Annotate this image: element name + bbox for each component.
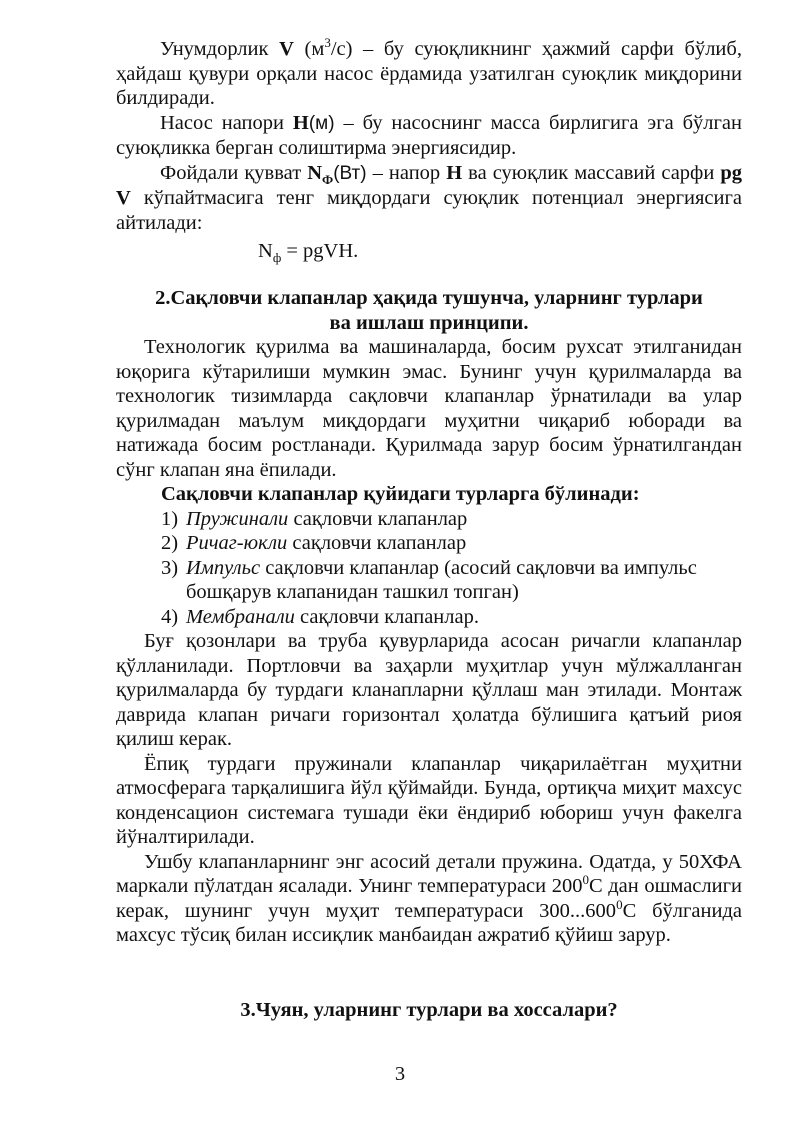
top-text-block	[116, 37, 742, 268]
section-2-intro: Технологик қурилма ва машиналарда, босим рухсат этилганидан юқорига кўтарилиши мумкин эмас. Бунинг учун қурилмаларда ва технологик тизимларда сақловчи клапанлар ўрнатилади ва улар қурилмадан маълум миқдордаги муҳитни чиқариб юборади ва натижада босим ростланади. Қурилмада зарур босим ўрнатилгандан сўнг клапан яна ёпилади.	[116, 336, 742, 481]
list-item: 3) Импульс сақловчи клапанлар (асосий сақловчи ва импульс бошқарув клапанидан ташкил топган)	[161, 556, 697, 603]
spring-valves-paragraph: Ёпиқ турдаги пружинали клапанлар чиқарилаётган муҳитни атмосферага тарқалишига йўл қўймайди. Бунда, ортиқча миҳит махсус конденсацион системага тушади ёки ёндириб юбориш учун факелга йўналтирилади.	[116, 752, 742, 848]
section-2-heading: 2.Сақловчи клапанлар ҳақида тушунча, уларнинг турлари ва ишлаш принципи.	[155, 287, 703, 334]
lever-valves-paragraph: Буғ қозонлари ва труба қувурларида асосан ричагли клапанлар қўлланилади. Портловчи ва заҳарли муҳитлар учун мўлжалланган қурилмаларда бу турдаги кланапларни қўллаш ман этилади. Монтаж даврида клапан ричаги горизонтал ҳолатда бўлишига қатъий риоя қилиш керак.	[116, 630, 742, 750]
power-paragraph: Фойдали қувват $N_Ф(Вт)$ – напор H ва суюқлик массавий сарфи pg V кўпайтмасига тенг миқдордаги суюқлик потенциал энергиясига айтилади:	[116, 161, 742, 234]
head-paragraph: Насос напори H(м) – бу насоснинг масса бирлигига эга бўлган суюқликка берган солиштирма энергиясидир.	[116, 111, 742, 159]
list-item: 1) Пружинали сақловчи клапанлар	[161, 507, 468, 530]
productivity-paragraph: Унумдорлик V $(м^3/с)$ – бу суюқликнинг ҳажмий сарфи бўлиб, ҳайдаш қувури орқали насос ёрдамида узатилган суюқлик миқдорини билдиради.	[116, 35, 742, 109]
list-item: 2) Ричаг-юкли сақловчи клапанлар	[161, 532, 467, 554]
valve-types-list	[116, 507, 742, 630]
spring-detail-paragraph: Ушбу клапанларнинг энг асосий детали пружина. Одатда, у 50ХФА маркали пўлатдан ясалади. Унинг температураси $200^0С$ дан ошмаслиги керак, шунинг учун муҳит температураси 300...600$^0$С бўлганида махсус тўсиқ билан иссиқлик манбаидан ажратиб қўйиш зарур.	[116, 850, 743, 946]
power-formula: $N_ф$ = pgVH.	[258, 240, 359, 265]
page-number: 3	[394, 1063, 406, 1085]
list-item: 4) Мембранали сақловчи клапанлар.	[161, 605, 479, 628]
section-3	[116, 998, 742, 1023]
section-2	[116, 286, 742, 948]
valve-types-heading: Сақловчи клапанлар қуйидаги турларга бўлинади:	[161, 483, 640, 505]
section-3-heading: 3.Чуян, уларнинг турлари ва хоссалари?	[240, 999, 618, 1021]
